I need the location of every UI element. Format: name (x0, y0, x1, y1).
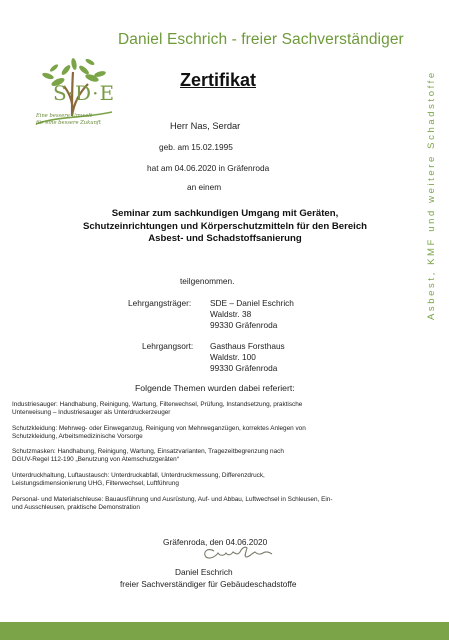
topic-line: Personal- und Materialschleuse: Bauausführung und Ausrüstung, Auf- und Abbau, Luftwechsel in Schleusen, Ein- (12, 495, 333, 503)
venue-line-2: Waldstr. 100 (210, 352, 256, 362)
organizer-line-2: Waldstr. 38 (210, 309, 252, 319)
place-date: Gräfenroda, den 04.06.2020 (163, 537, 268, 547)
signer-name: Daniel Eschrich (175, 567, 233, 577)
handwritten-signature (200, 542, 274, 562)
seminar-line-3: Asbest- und Schadstoffsanierung (148, 233, 302, 244)
organizer-label: Lehrgangsträger: (128, 298, 192, 308)
birth-date: geb. am 15.02.1995 (159, 142, 233, 152)
topic-line: Schutzkleidung: Mehrweg- oder Einweganzug, Reinigung von Mehrweganzügen, korrektes Anlegen von (12, 424, 306, 432)
topic-item (12, 472, 427, 488)
topic-item (12, 496, 427, 512)
seminar-line-1: Seminar zum sachkundigen Umgang mit Geräten, (111, 208, 339, 219)
topics-list (12, 401, 427, 519)
side-slogan: Asbest, KMF und weitere Schadstoffe (426, 70, 437, 320)
topic-item (12, 448, 427, 464)
participated-line: teilgenommen. (180, 276, 235, 286)
topic-item (12, 425, 427, 441)
topics-heading: Folgende Themen wurden dabei referiert: (135, 383, 295, 393)
topic-line: Unterweisung – Industriesauger als Unterdruckerzeuger (12, 409, 171, 417)
topic-line: Industriesauger: Handhabung, Reinigung, Wartung, Filterwechsel, Prüfung, Instandsetzung, praktische (12, 401, 303, 408)
topic-item (12, 401, 427, 417)
organizer-line-1: SDE – Daniel Eschrich (210, 298, 294, 308)
logo-tagline-line-2: für eine bessere Zukunft (36, 119, 101, 126)
organizer-line-3: 99330 Gräfenroda (210, 320, 278, 330)
certificate-title: Zertifikat (180, 70, 257, 90)
seminar-title (60, 208, 390, 246)
topic-line: Unterdruckhaltung, Luftaustausch: Unterdruckabfall, Unterdruckmessung, Differenzdruck, (12, 472, 265, 480)
venue-label: Lehrgangsort: (142, 341, 194, 351)
venue-line-1: Gasthaus Forsthaus (210, 341, 285, 351)
topic-line: Schutzmasken: Handhabung, Reinigung, Wartung, Einsatzvarianten, Tragezeitbegrenzung nach (12, 448, 284, 456)
recipient-name: Herr Nas, Serdar (170, 121, 241, 131)
logo-tagline-line-1: Eine bessere Umwelt (36, 113, 93, 119)
header-title: Daniel Eschrich - freier Sachverständiger (118, 31, 404, 48)
signer-role: freier Sachverständiger für Gebäudeschadstoffe (120, 579, 297, 589)
seminar-line-2: Schutzeinrichtungen und Körperschutzmitteln für den Bereich (82, 220, 368, 232)
footer-bar (0, 622, 449, 640)
venue-line-3: 99330 Gräfenroda (210, 363, 278, 373)
attendance-line: hat am 04.06.2020 in Gräfenroda (147, 163, 270, 173)
logo-tagline (36, 113, 101, 126)
topic-line: DGUV-Regel 112-190 „Benutzung von Atemschutzgeräten“ (12, 456, 179, 464)
topic-line: und Ausschleusen, praktische Demonstration (12, 503, 140, 511)
logo-text: S·D·E (53, 81, 116, 105)
on-a-line: an einem (187, 182, 222, 192)
topic-line: Leistungsdimensionierung UHG, Filterwechsel, Luftführung (12, 480, 179, 488)
topic-line: Schutzkleidung, Arbeitsmedizinische Vorsorge (12, 432, 143, 440)
